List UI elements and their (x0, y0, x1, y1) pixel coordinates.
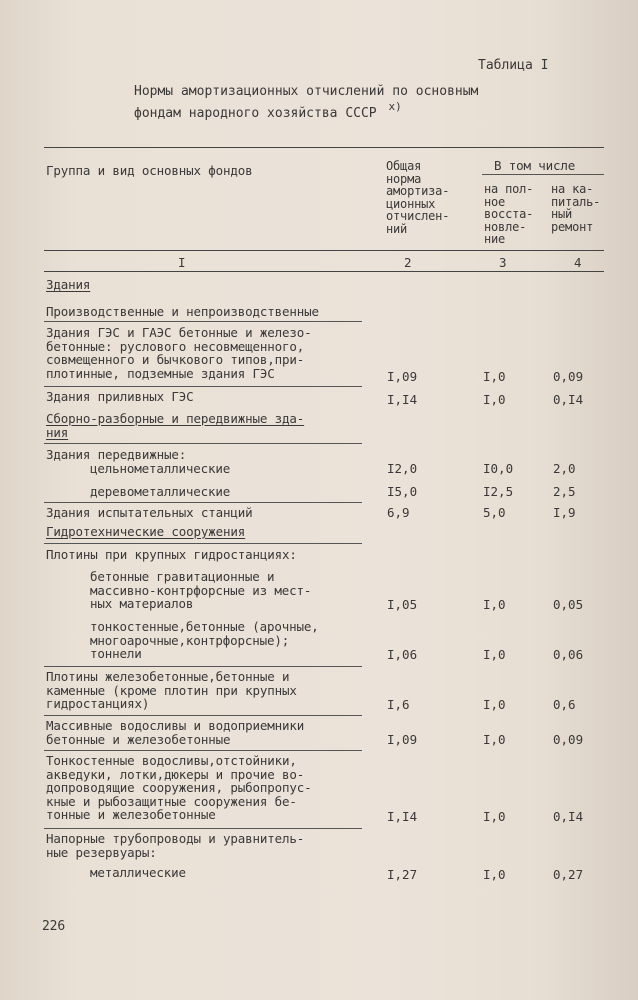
row-all-metal: цельнометаллические (90, 461, 231, 476)
cell-rc-dams-restoration: I,0 (483, 697, 506, 712)
row-thin-spillways: Тонкостенные водосливы,отстойники, акведуки, лотки,дюкеры и прочие во- допроводящие сооружения, рыбопропус- кные и рыбозащитные сооружения бе- тонные и железобетонные (46, 753, 312, 822)
section-prefab-buildings: Сборно-разборные и передвижные зда- ния (46, 411, 305, 440)
row-separator (44, 321, 362, 322)
row-hpp-buildings: Здания ГЭС и ГАЭС бетонные и железо- бетонные: руслового несовмещенного, совмещенного и бычкового типов,при- плотинные, подземные здания ГЭС (46, 325, 312, 381)
cell-thin-wall-dams-total: I,06 (387, 647, 418, 662)
cell-massive-spillways-restoration: I,0 (483, 732, 506, 747)
cell-hpp-restoration: I,0 (483, 369, 506, 384)
header-total-rate: Общая норма амортиза- ционных отчислен- ний (386, 159, 450, 236)
row-separator (44, 443, 362, 444)
row-thin-wall-dams: тонкостенные,бетонные (арочные, многоарочные,контрфорсные); тоннели (90, 619, 319, 661)
column-number-4: 4 (574, 255, 582, 270)
cell-thin-wall-dams-repair: 0,06 (553, 647, 584, 662)
cell-tidal-restoration: I,0 (483, 392, 506, 407)
cell-metallic-restoration: I,0 (483, 867, 506, 882)
header-including-rule (482, 174, 604, 175)
cell-metallic-total: I,27 (387, 867, 418, 882)
cell-rc-dams-total: I,6 (387, 697, 410, 712)
table-label: Таблица I (478, 58, 549, 73)
cell-thin-spillways-restoration: I,0 (483, 809, 506, 824)
cell-test-stations-total: 6,9 (387, 505, 410, 520)
header-full-restoration: на пол- ное восста- новле- ние (484, 182, 534, 246)
cell-wood-metal-repair: 2,5 (553, 484, 576, 499)
header-capital-repair: на ка- питаль- ный ремонт (551, 182, 601, 234)
row-massive-spillways: Массивные водосливы и водоприемники бетонные и железобетонные (46, 718, 305, 747)
cell-massive-spillways-total: I,09 (387, 732, 418, 747)
numbers-rule (44, 271, 604, 272)
cell-wood-metal-total: I5,0 (387, 484, 418, 499)
row-wood-metal: деревометаллические (90, 484, 231, 499)
footnote-mark: х) (388, 100, 402, 113)
column-number-3: 3 (499, 255, 507, 270)
cell-all-metal-total: I2,0 (387, 461, 418, 476)
cell-all-metal-repair: 2,0 (553, 461, 576, 476)
row-pressure-pipelines: Напорные трубопроводы и уравнитель- ные резервуары: (46, 831, 305, 860)
cell-rc-dams-repair: 0,6 (553, 697, 576, 712)
row-separator (44, 502, 362, 503)
row-tidal-buildings: Здания приливных ГЭС (46, 389, 194, 404)
cell-gravity-dams-total: I,05 (387, 597, 418, 612)
section-buildings: Здания (46, 277, 91, 292)
row-separator (44, 750, 362, 751)
cell-test-stations-repair: I,9 (553, 505, 576, 520)
cell-thin-spillways-repair: 0,I4 (553, 809, 584, 824)
row-gravity-dams: бетонные гравитационные и массивно-контрфорсные из мест- ных материалов (90, 569, 312, 611)
cell-all-metal-restoration: I0,0 (483, 461, 514, 476)
table-title-line1: Нормы амортизационных отчислений по основным (134, 84, 479, 99)
cell-tidal-total: I,I4 (387, 392, 418, 407)
row-mobile-buildings: Здания передвижные: (46, 447, 187, 462)
row-test-stations: Здания испытательных станций (46, 505, 253, 520)
cell-tidal-repair: 0,I4 (553, 392, 584, 407)
cell-gravity-dams-repair: 0,05 (553, 597, 584, 612)
page-number: 226 (42, 919, 66, 934)
top-rule (44, 147, 604, 148)
table-title-line2 (134, 100, 402, 122)
section-hydro-structures: Гидротехнические сооружения (46, 524, 246, 539)
cell-wood-metal-restoration: I2,5 (483, 484, 514, 499)
cell-hpp-repair: 0,09 (553, 369, 584, 384)
header-including: В том числе (494, 158, 576, 173)
row-large-hpp-dams: Плотины при крупных гидростанциях: (46, 547, 297, 562)
header-rule (44, 250, 604, 251)
row-separator (44, 666, 362, 667)
row-separator (44, 828, 362, 829)
cell-thin-wall-dams-restoration: I,0 (483, 647, 506, 662)
header-group-column: Группа и вид основных фондов (46, 163, 253, 178)
row-metallic: металлические (90, 865, 186, 880)
row-separator (44, 386, 362, 387)
cell-test-stations-restoration: 5,0 (483, 505, 506, 520)
row-separator (44, 715, 362, 716)
cell-gravity-dams-restoration: I,0 (483, 597, 506, 612)
column-number-1: I (178, 255, 186, 270)
row-rc-dams: Плотины железобетонные,бетонные и каменные (кроме плотин при крупных гидростанциях) (46, 669, 297, 711)
cell-metallic-repair: 0,27 (553, 867, 584, 882)
cell-thin-spillways-total: I,I4 (387, 809, 418, 824)
row-production-buildings: Производственные и непроизводственные (46, 304, 319, 319)
cell-hpp-total: I,09 (387, 369, 418, 384)
row-separator (44, 543, 362, 544)
cell-massive-spillways-repair: 0,09 (553, 732, 584, 747)
table-title-text: фондам народного хозяйства СССР (134, 106, 377, 121)
column-number-2: 2 (404, 255, 412, 270)
